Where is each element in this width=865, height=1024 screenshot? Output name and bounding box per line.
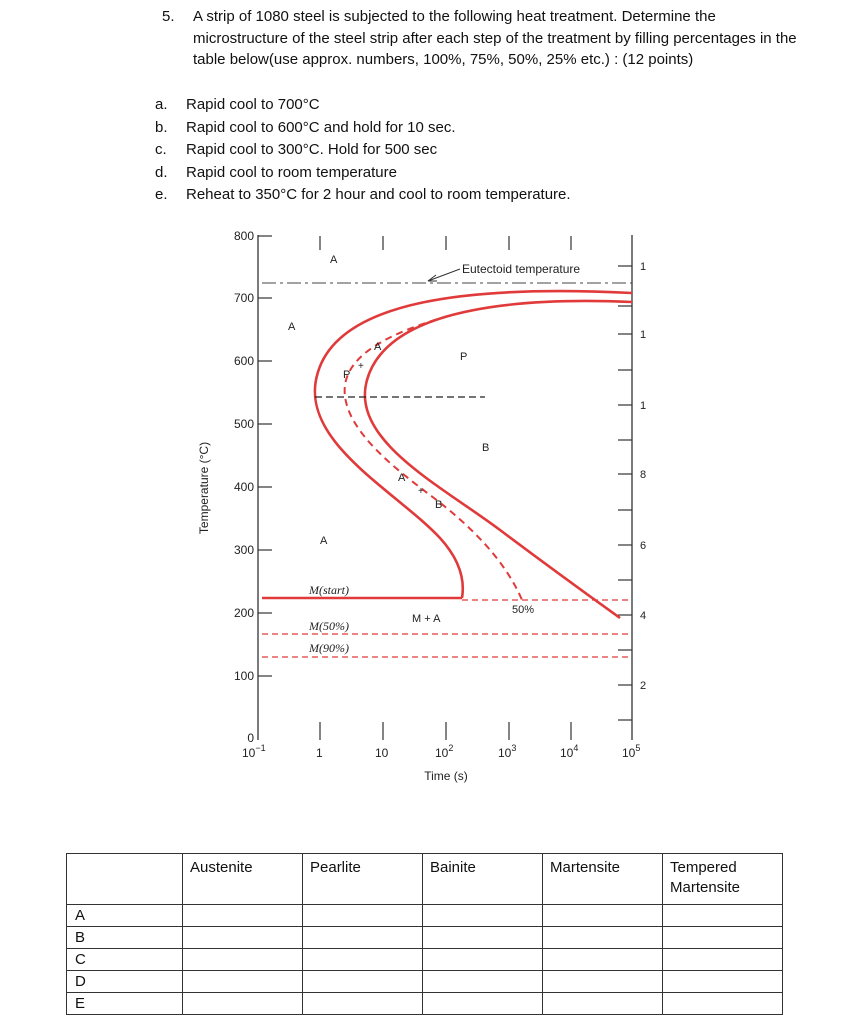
right-axis-ticks <box>618 266 632 720</box>
x-tick-label: $10^4$ <box>560 743 579 760</box>
y-tick-labels <box>234 229 254 745</box>
answer-table <box>66 853 783 1015</box>
y-tick-label: 0 <box>247 731 254 745</box>
bottom-ticks <box>320 722 571 740</box>
answer-cell[interactable] <box>183 905 303 927</box>
answer-cell[interactable] <box>663 905 783 927</box>
x-tick-label: $10^3$ <box>498 743 517 760</box>
table-header-cell: Tempered Martensite <box>663 854 783 905</box>
region-label-a: A <box>398 472 406 484</box>
step-label: c. <box>155 141 167 158</box>
row-label: C <box>67 949 183 971</box>
answer-cell[interactable] <box>543 993 663 1015</box>
table-header-cell: Austenite <box>183 854 303 905</box>
answer-cell[interactable] <box>183 949 303 971</box>
answer-cell[interactable] <box>303 949 423 971</box>
step-text: Reheat to 350°C for 2 hour and cool to room temperature. <box>186 186 571 203</box>
region-label-p: P <box>343 369 351 381</box>
step-text: Rapid cool to 600°C and hold for 10 sec. <box>186 118 456 136</box>
right-mark: 4 <box>640 610 647 622</box>
m-labels <box>308 583 349 655</box>
question-text: A strip of 1080 steel is subjected to the following heat treatment. Determine the microstructure of the steel strip after each step of the treatment by filling percentages in the table below(use approx. numbers, 100%, 75%, 50%, 25% etc.) : (12 points) <box>193 8 797 68</box>
table-header-cell: Pearlite <box>303 854 423 905</box>
eutectoid-pointer <box>428 269 460 281</box>
answer-cell[interactable] <box>663 949 783 971</box>
answer-cell[interactable] <box>183 927 303 949</box>
y-tick-label: 100 <box>233 669 254 683</box>
step-label: a. <box>155 96 168 113</box>
row-label: E <box>67 993 183 1015</box>
right-mark: 1 <box>640 261 647 273</box>
answer-cell[interactable] <box>663 971 783 993</box>
answer-cell[interactable] <box>303 971 423 993</box>
y-tick-label: 600 <box>233 354 254 368</box>
y-ticks <box>258 236 272 676</box>
row-label: B <box>67 927 183 949</box>
question-number: 5. <box>162 8 175 25</box>
right-mark: 8 <box>640 469 647 481</box>
answer-cell[interactable] <box>303 905 423 927</box>
answer-cell[interactable] <box>303 993 423 1015</box>
m-ninety-label: M(90%) <box>309 641 349 655</box>
start-curve <box>315 291 632 598</box>
plus-icon: + <box>358 361 364 372</box>
table-header-cell: Bainite <box>423 854 543 905</box>
x-tick-label: $10^2$ <box>435 743 454 760</box>
x-axis-label: Time (s) <box>424 769 468 783</box>
answer-cell[interactable] <box>303 927 423 949</box>
step-label: b. <box>155 118 168 136</box>
fifty-percent-curve <box>345 316 522 600</box>
region-label-p: P <box>460 351 468 363</box>
answer-cell[interactable] <box>663 993 783 1015</box>
answer-cell[interactable] <box>543 927 663 949</box>
region-label-a: A <box>330 254 338 266</box>
answer-cell[interactable] <box>423 927 543 949</box>
x-tick-label: 1 <box>316 746 323 760</box>
right-mark: 1 <box>640 329 647 341</box>
m-fifty-label: M(50%) <box>309 619 349 633</box>
table-header-cell <box>67 854 183 905</box>
step-text: Rapid cool to 700°C <box>186 96 320 113</box>
region-label-m-plus-a: M + A <box>412 613 441 625</box>
y-tick-label: 800 <box>233 229 254 243</box>
y-tick-label: 200 <box>233 606 254 620</box>
step-text: Rapid cool to room temperature <box>186 163 397 181</box>
table-row <box>67 993 783 1015</box>
x-tick-labels <box>242 743 640 760</box>
table-row <box>67 927 783 949</box>
region-label-b: B <box>482 442 490 454</box>
y-tick-label: 400 <box>233 480 254 494</box>
y-tick-label: 700 <box>233 291 254 305</box>
table-header-cell: Martensite <box>543 854 663 905</box>
step-text: Rapid cool to 300°C. Hold for 500 sec <box>186 141 438 158</box>
answer-cell[interactable] <box>423 905 543 927</box>
region-label-fifty: 50% <box>512 604 535 616</box>
plus-icon: + <box>418 486 424 497</box>
answer-cell[interactable] <box>423 971 543 993</box>
finish-curve <box>365 301 632 618</box>
y-tick-label: 500 <box>233 417 254 431</box>
y-tick-label: 300 <box>233 543 254 557</box>
top-ticks <box>320 236 571 250</box>
table-row <box>67 971 783 993</box>
answer-cell[interactable] <box>183 993 303 1015</box>
step-label: e. <box>155 186 168 203</box>
region-label-a: A <box>320 535 328 547</box>
answer-cell[interactable] <box>423 949 543 971</box>
step-label: d. <box>155 163 168 181</box>
region-label-a: A <box>374 341 382 353</box>
answer-cell[interactable] <box>423 993 543 1015</box>
right-mark: 6 <box>640 540 647 552</box>
table-row <box>67 905 783 927</box>
m-start-label: M(start) <box>309 583 349 597</box>
region-labels <box>288 254 534 625</box>
x-tick-label: $10^5$ <box>622 743 641 760</box>
right-mark: 2 <box>640 680 647 692</box>
row-label: D <box>67 971 183 993</box>
table-header-row <box>67 854 783 905</box>
x-tick-label: 10 <box>375 746 389 760</box>
answer-cell[interactable] <box>663 927 783 949</box>
eutectoid-label: Eutectoid temperature <box>462 262 581 276</box>
answer-cell[interactable] <box>543 949 663 971</box>
answer-cell[interactable] <box>543 905 663 927</box>
row-label: A <box>67 905 183 927</box>
answer-cell[interactable] <box>183 971 303 993</box>
region-label-a: A <box>288 321 296 333</box>
region-label-b: B <box>435 499 443 511</box>
x-tick-label: $10^{-1}$ <box>242 743 266 760</box>
right-mark: 1 <box>640 400 647 412</box>
table-row <box>67 949 783 971</box>
answer-cell[interactable] <box>543 971 663 993</box>
right-axis-marks <box>640 261 646 692</box>
y-axis-label: Temperature (°C) <box>197 441 211 535</box>
